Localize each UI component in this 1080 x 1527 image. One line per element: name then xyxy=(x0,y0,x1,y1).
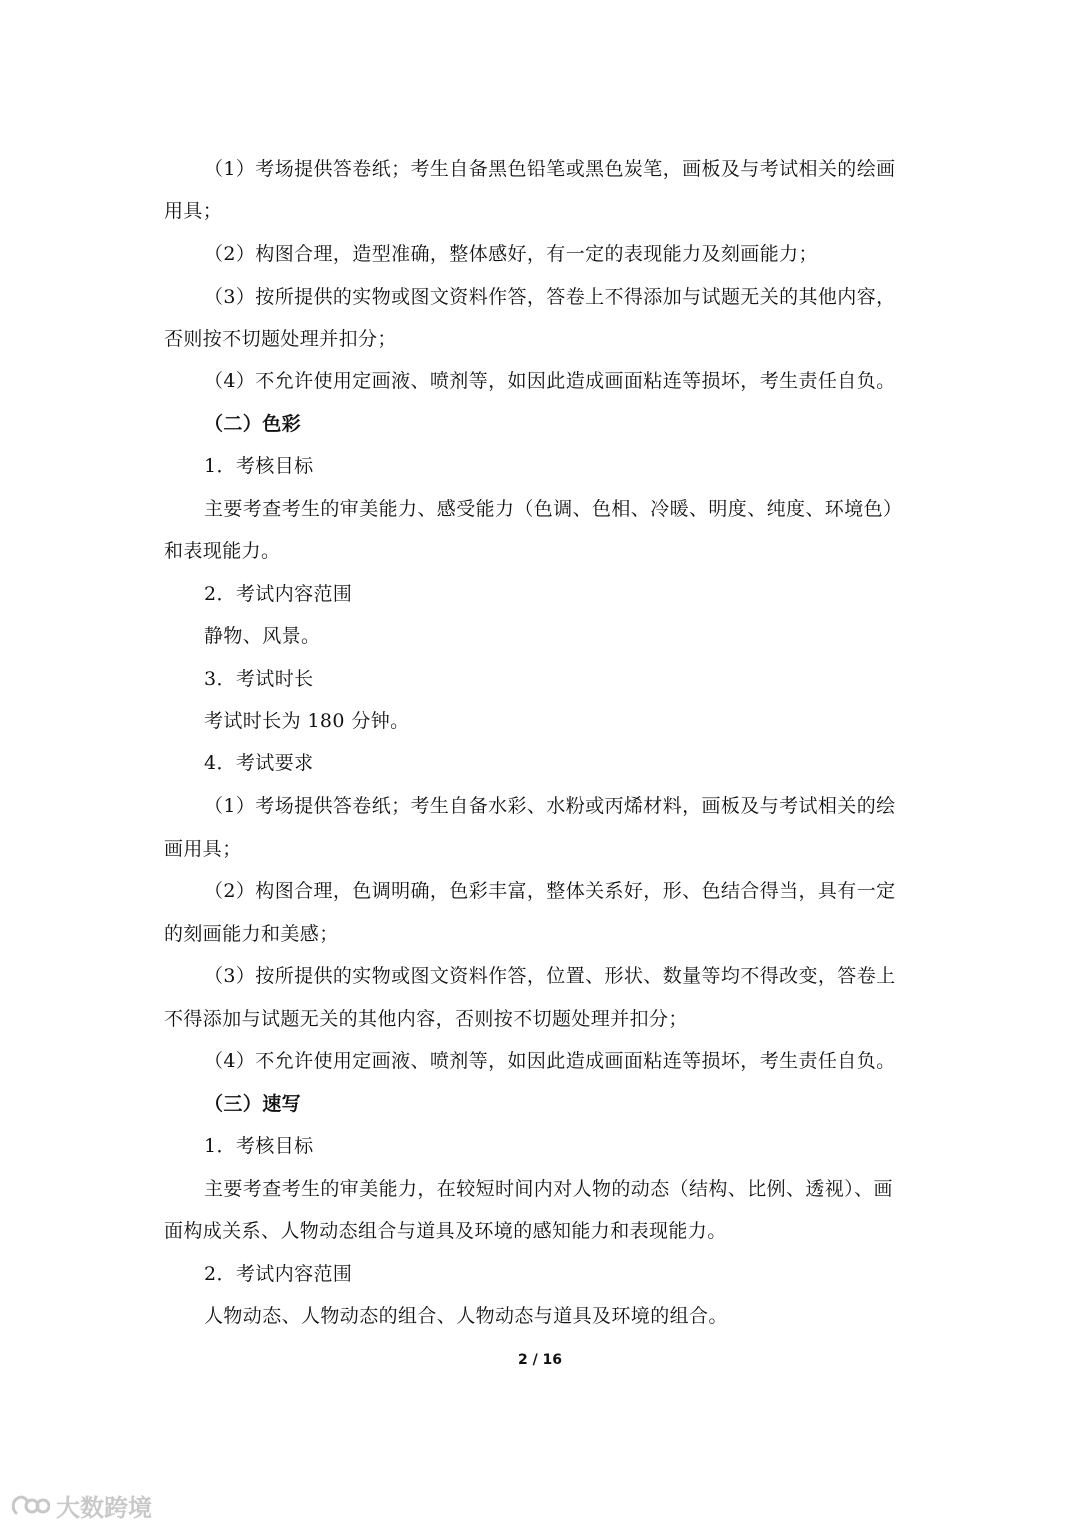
paragraph-line: （2）构图合理，色调明确，色彩丰富，整体关系好，形、色结合得当，具有一定 xyxy=(204,880,896,902)
paragraph-line: 考试时长为 180 分钟。 xyxy=(204,710,410,732)
paragraph-line: 画用具； xyxy=(164,838,242,860)
paragraph-line: 用具； xyxy=(164,200,223,222)
paragraph-line: （2）构图合理，造型准确，整体感好，有一定的表现能力及刻画能力； xyxy=(204,243,818,265)
page-number: 2 / 16 xyxy=(517,1352,563,1368)
subsection-heading: 2．考试内容范围 xyxy=(204,583,353,605)
section-heading: （二）色彩 xyxy=(204,413,302,435)
paragraph-line: （1）考场提供答卷纸；考生自备黑色铅笔或黑色炭笔，画板及与考试相关的绘画 xyxy=(204,158,896,180)
subsection-heading: 4．考试要求 xyxy=(204,752,314,774)
subsection-heading: 3．考试时长 xyxy=(204,668,314,690)
paragraph-line: （3）按所提供的实物或图文资料作答，答卷上不得添加与试题无关的其他内容， xyxy=(204,286,896,308)
paragraph-line: 主要考查考生的审美能力、感受能力（色调、色相、冷暖、明度、纯度、环境色） xyxy=(204,498,903,520)
paragraph-line: （4）不允许使用定画液、喷剂等，如因此造成画面粘连等损坏，考生责任自负。 xyxy=(204,370,896,392)
paragraph-line: 静物、风景。 xyxy=(204,625,321,647)
watermark-logo-icon xyxy=(10,1493,50,1519)
paragraph-line: 不得添加与试题无关的其他内容，否则按不切题处理并扣分； xyxy=(164,1008,688,1030)
paragraph-line: （3）按所提供的实物或图文资料作答，位置、形状、数量等均不得改变，答卷上 xyxy=(204,965,896,987)
watermark-text: 大数跨境 xyxy=(56,1494,152,1522)
paragraph-line: 和表现能力。 xyxy=(164,540,281,562)
paragraph-line: 面构成关系、人物动态组合与道具及环境的感知能力和表现能力。 xyxy=(164,1220,727,1242)
paragraph-line: 的刻画能力和美感； xyxy=(164,923,339,945)
subsection-heading: 1．考核目标 xyxy=(204,455,314,477)
section-heading: （三）速写 xyxy=(204,1093,302,1115)
paragraph-line: （4）不允许使用定画液、喷剂等，如因此造成画面粘连等损坏，考生责任自负。 xyxy=(204,1050,896,1072)
paragraph-line: 人物动态、人物动态的组合、人物动态与道具及环境的组合。 xyxy=(204,1305,728,1327)
watermark xyxy=(10,1488,152,1523)
subsection-heading: 2．考试内容范围 xyxy=(204,1263,353,1285)
subsection-heading: 1．考核目标 xyxy=(204,1135,314,1157)
paragraph-line: 否则按不切题处理并扣分； xyxy=(164,328,397,350)
paragraph-line: 主要考查考生的审美能力，在较短时间内对人物的动态（结构、比例、透视）、画 xyxy=(204,1178,893,1200)
paragraph-line: （1）考场提供答卷纸；考生自备水彩、水粉或丙烯材料，画板及与考试相关的绘 xyxy=(204,795,896,817)
